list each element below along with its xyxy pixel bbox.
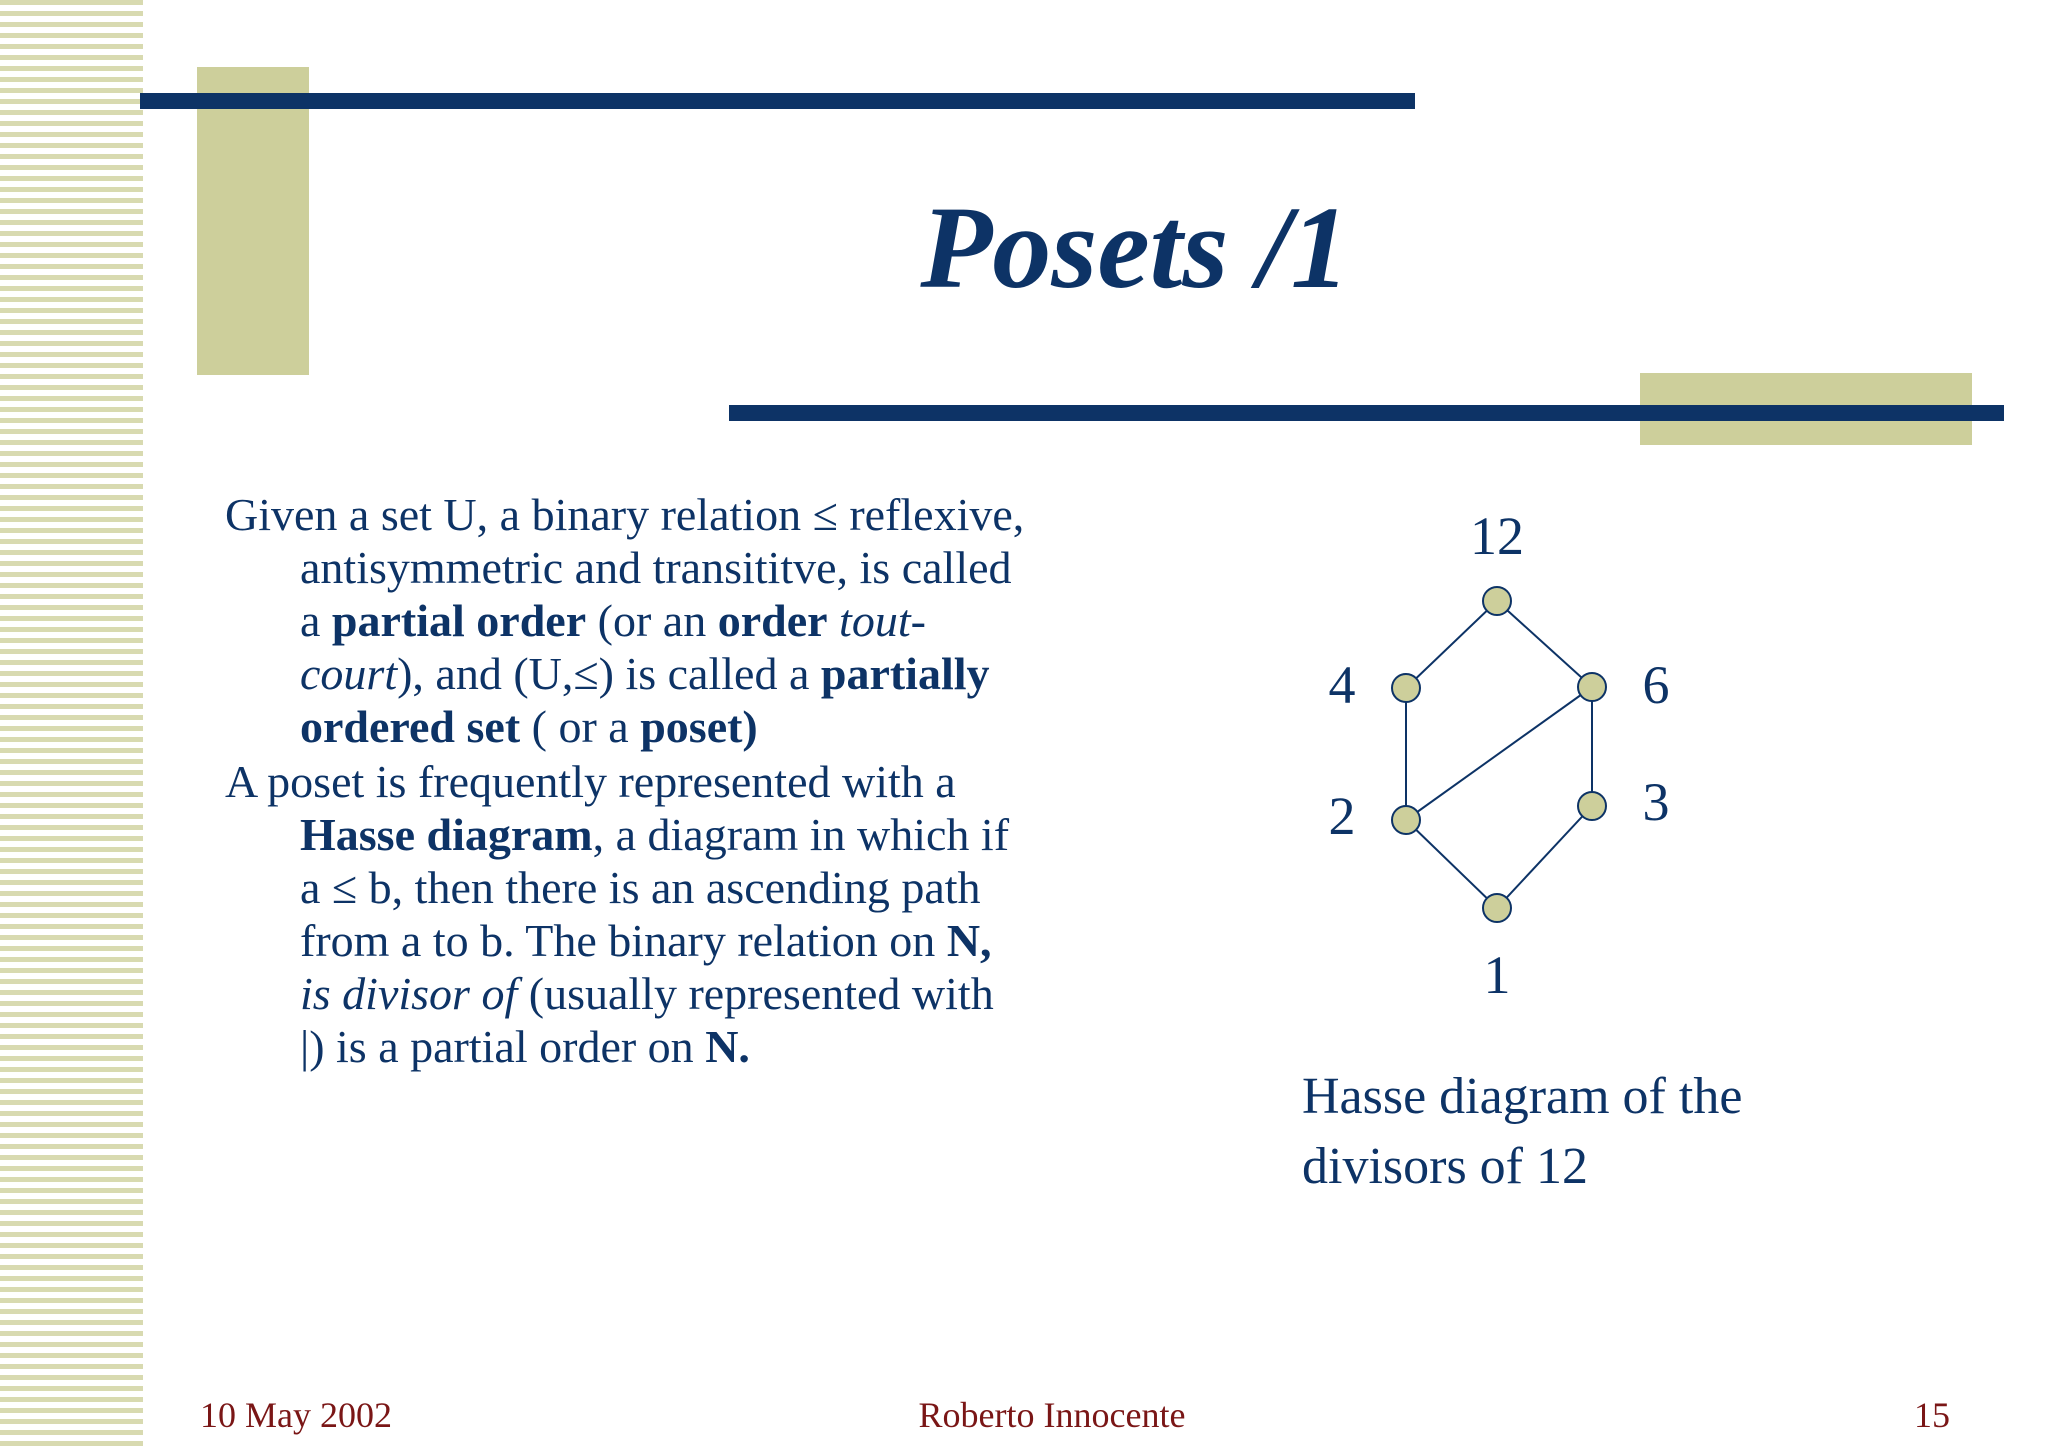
node-6 — [1578, 673, 1606, 701]
hasse-paragraph — [225, 755, 1025, 1073]
text-run — [828, 595, 840, 646]
edge-12-4 — [1406, 601, 1497, 688]
text-run: ( or a — [520, 701, 641, 752]
bottom-rule — [729, 405, 2004, 421]
node-12 — [1483, 587, 1511, 615]
hasse-labels — [1329, 506, 1670, 1005]
node-4 — [1392, 674, 1420, 702]
bold-term: Hasse diagram — [300, 809, 593, 860]
bold-term: poset) — [640, 701, 758, 752]
bold-term: order — [717, 595, 828, 646]
italic-term: is divisor of — [300, 968, 518, 1019]
bold-term: partially ordered set — [300, 648, 990, 752]
text-run: (usually represented with |) is a partial order on — [300, 968, 994, 1072]
label-1: 1 — [1483, 945, 1511, 1005]
edge-2-1 — [1406, 820, 1497, 908]
edge-3-1 — [1497, 806, 1592, 908]
edge-6-2 — [1406, 687, 1592, 820]
bold-term: N, — [946, 915, 992, 966]
slide-body — [225, 488, 1025, 1073]
label-4: 4 — [1328, 655, 1356, 715]
text-run: A poset is frequently represented with a — [225, 756, 956, 807]
label-6: 6 — [1642, 655, 1670, 715]
footer-page-number: 15 — [1914, 1395, 1950, 1435]
text-run: Given a set U, a binary relation ≤ reflexive, antisymmetric and transititve, is called a — [225, 489, 1025, 646]
hasse-diagram — [1290, 500, 1710, 1020]
text-run: ), and (U,≤) is called a — [397, 648, 821, 699]
title-accent-block-left — [197, 67, 309, 375]
edge-12-6 — [1497, 601, 1592, 687]
text-run: , a diagram in which if a ≤ b, then there is an ascending path from a to b. The binary relation on — [300, 809, 1010, 966]
label-2: 2 — [1328, 786, 1356, 846]
node-1 — [1483, 894, 1511, 922]
node-2 — [1392, 806, 1420, 834]
definition-paragraph — [225, 488, 1025, 753]
node-3 — [1578, 792, 1606, 820]
label-12: 12 — [1470, 506, 1524, 566]
left-stripe-band — [0, 0, 143, 1447]
diagram-caption: Hasse diagram of the divisors of 12 — [1302, 1068, 1743, 1195]
italic-term: tout-court — [300, 595, 926, 699]
text-run: (or an — [586, 595, 718, 646]
footer-date: 10 May 2002 — [200, 1395, 392, 1435]
label-3: 3 — [1642, 772, 1670, 832]
slide-title: Posets /1 — [920, 182, 1350, 313]
footer-author: Roberto Innocente — [918, 1395, 1186, 1435]
bold-term: partial order — [331, 595, 587, 646]
top-rule — [140, 93, 1415, 109]
hasse-edges — [1406, 601, 1592, 908]
bold-term: N. — [705, 1021, 750, 1072]
